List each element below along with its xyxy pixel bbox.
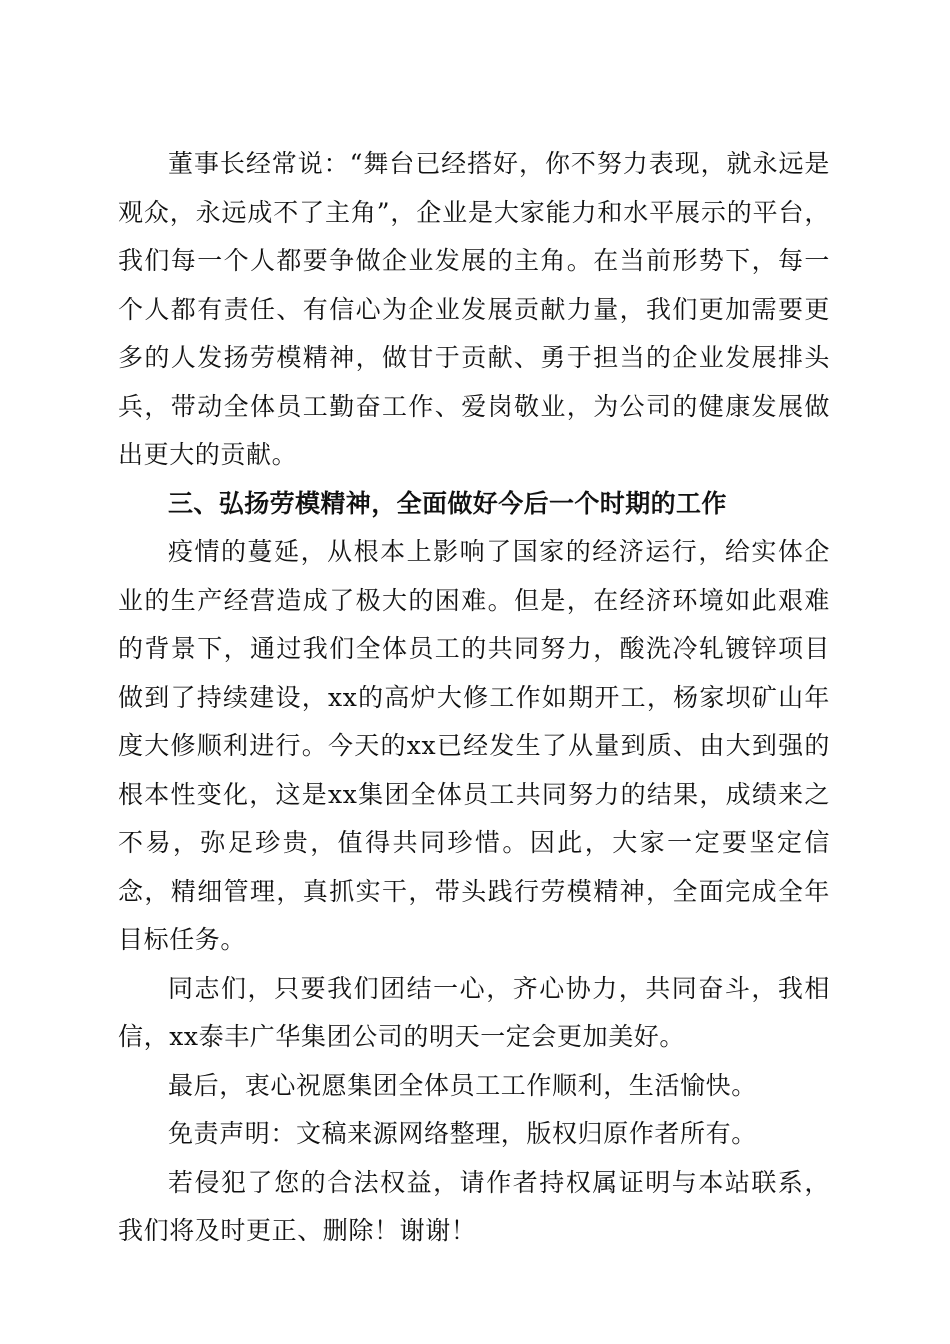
- disclaimer-paragraph: 免责声明：文稿来源网络整理，版权归原作者所有。: [168, 1119, 757, 1148]
- body-paragraph: 最后，衷心祝愿集团全体员工工作顺利，生活愉快。: [168, 1070, 757, 1100]
- section-heading: 三、弘扬劳模精神，全面做好今后一个时期的工作: [168, 488, 727, 518]
- body-paragraph: 疫情的蔓延，从根本上影响了国家的经济运行，给实体企业的生产经营造成了极大的困难。但是，在经济环境如此艰难的背景下，通过我们全体员工的共同努力，酸洗冷轧镀锌项目做到了持续建设，xx的高炉大修工作如期开工，杨家坝矿山年度大修顺利进行。今天的xx已经发生了从量到质、由大到强的根本性变化，这是xx集团全体员工共同努力的结果，成绩来之不易，弥足珍贵，值得共同珍惜。因此，大家一定要坚定信念，精细管理，真抓实干，带头践行劳模精神，全面完成全年目标任务。: [118, 537, 830, 954]
- disclaimer-paragraph: 若侵犯了您的合法权益，请作者持权属证明与本站联系，我们将及时更正、删除！谢谢！: [118, 1167, 830, 1245]
- body-paragraph: 董事长经常说：“舞台已经搭好，你不努力表现，就永远是观众，永远成不了主角”，企业是大家能力和水平展示的平台，我们每一个人都要争做企业发展的主角。在当前形势下，每一个人都有责任、有信心为企业发展贡献力量，我们更加需要更多的人发扬劳模精神，做甘于贡献、勇于担当的企业发展排头兵，带动全体员工勤奋工作、爱岗敬业，为公司的健康发展做出更大的贡献。: [118, 149, 830, 469]
- document-body: [118, 140, 830, 1256]
- body-paragraph: 同志们，只要我们团结一心，齐心协力，共同奋斗，我相信，xx泰丰广华集团公司的明天一定会更加美好。: [118, 973, 830, 1051]
